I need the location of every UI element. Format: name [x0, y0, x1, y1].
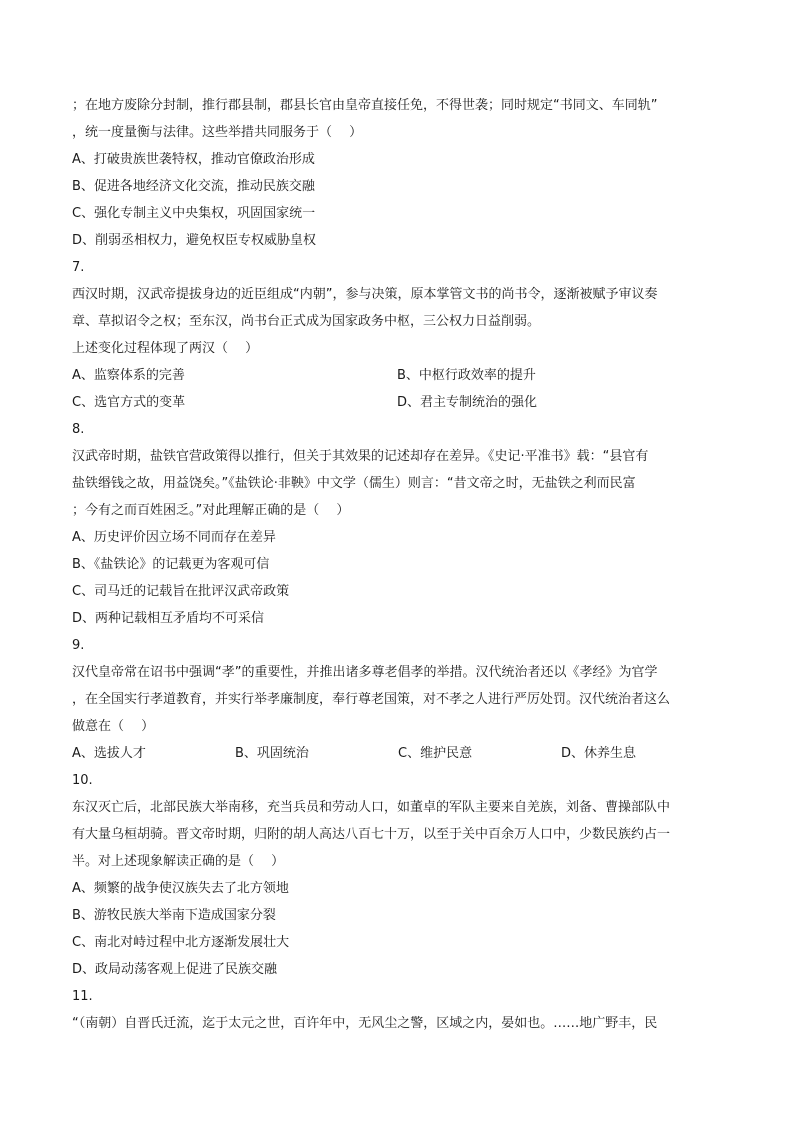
option-a: A、打破贵族世袭特权，推动官僚政治形成 [72, 152, 315, 167]
option-c: C、强化专制主义中央集权，巩固国家统一 [72, 206, 316, 221]
option-c: C、南北对峙过程中北方逐渐发展壮大 [72, 935, 290, 950]
question-7 [72, 254, 732, 416]
option-c: C、选官方式的变革 [72, 395, 186, 410]
question-text-line: 东汉灭亡后，北部民族大举南移，充当兵员和劳动人口，如董卓的军队主要来自羌族，刘备、曹操部队中 [72, 800, 671, 815]
exam-page [72, 92, 732, 1037]
question-text-line: 章、草拟诏令之权；至东汉，尚书台正式成为国家政务中枢，三公权力日益削弱。 [72, 314, 541, 329]
question-text-line: 上述变化过程体现了两汉（ ） [72, 341, 259, 356]
question-9 [72, 632, 732, 767]
question-text-line: 汉武帝时期，盐铁官营政策得以推行，但关于其效果的记述却存在差异。《史记·平准书》载：“县官有 [72, 449, 649, 464]
option-b: B、促进各地经济文化交流，推动民族交融 [72, 179, 315, 194]
options-row [72, 389, 732, 416]
option-d: D、君主专制统治的强化 [397, 395, 538, 410]
question-text-line: 半。对上述现象解读正确的是（ ） [72, 854, 285, 869]
question-text-line: ；今有之而百姓困乏。”对此理解正确的是（ ） [72, 503, 350, 518]
question-text-line: “（南朝）自晋氏迁流，迄于太元之世，百许年中，无风尘之警，区域之内，晏如也。……地广野丰，民 [72, 1016, 658, 1031]
question-text-line: 做意在（ ） [72, 719, 155, 734]
option-b: B、中枢行政效率的提升 [397, 368, 536, 383]
question-number: 7. [72, 260, 85, 275]
option-a: A、选拔人才 [72, 746, 146, 761]
question-11 [72, 983, 732, 1037]
option-a: A、频繁的战争使汉族失去了北方领地 [72, 881, 289, 896]
option-b: B、游牧民族大举南下造成国家分裂 [72, 908, 276, 923]
option-c: C、司马迁的记载旨在批评汉武帝政策 [72, 584, 290, 599]
question-text-line: 有大量乌桓胡骑。晋文帝时期，归附的胡人高达八百七十万，以至于关中百余万人口中，少数民族约占一 [72, 827, 671, 842]
question-number: 8. [72, 422, 85, 437]
question-number: 10. [72, 773, 93, 788]
question-text-line: ，在全国实行孝道教育，并实行举孝廉制度，奉行尊老国策，对不孝之人进行严厉处罚。汉代统治者这么 [72, 692, 671, 707]
question-10 [72, 767, 732, 983]
options-row [72, 362, 732, 389]
question-number: 11. [72, 989, 93, 1004]
question-text-line: ；在地方废除分封制，推行郡县制，郡县长官由皇帝直接任免，不得世袭；同时规定“书同文、车同轨” [72, 98, 658, 113]
option-a: A、历史评价因立场不同而存在差异 [72, 530, 276, 545]
option-d: D、政局动荡客观上促进了民族交融 [72, 962, 278, 977]
option-b: B、《盐铁论》的记载更为客观可信 [72, 557, 270, 572]
option-c: C、维护民意 [398, 746, 473, 761]
option-a: A、监察体系的完善 [72, 368, 185, 383]
question-text-line: ，统一度量衡与法律。这些举措共同服务于（ ） [72, 125, 363, 140]
option-b: B、巩固统治 [235, 746, 309, 761]
question-6 [72, 92, 732, 254]
options-row [72, 740, 732, 767]
question-8 [72, 416, 732, 632]
question-number: 9. [72, 638, 85, 653]
option-d: D、休养生息 [561, 746, 637, 761]
question-text-line: 盐铁缗钱之故，用益饶矣。”《盐铁论·非鞅》中文学（儒生）则言：“昔文帝之时，无盐铁之利而民富 [72, 476, 636, 491]
question-text-line: 西汉时期，汉武帝提拔身边的近臣组成“内朝”，参与决策，原本掌管文书的尚书令，逐渐被赋予审议奏 [72, 287, 658, 302]
option-d: D、削弱丞相权力，避免权臣专权威胁皇权 [72, 233, 317, 248]
option-d: D、两种记载相互矛盾均不可采信 [72, 611, 265, 626]
question-text-line: 汉代皇帝常在诏书中强调“孝”的重要性，并推出诸多尊老倡孝的举措。汉代统治者还以《孝经》为官学 [72, 665, 658, 680]
